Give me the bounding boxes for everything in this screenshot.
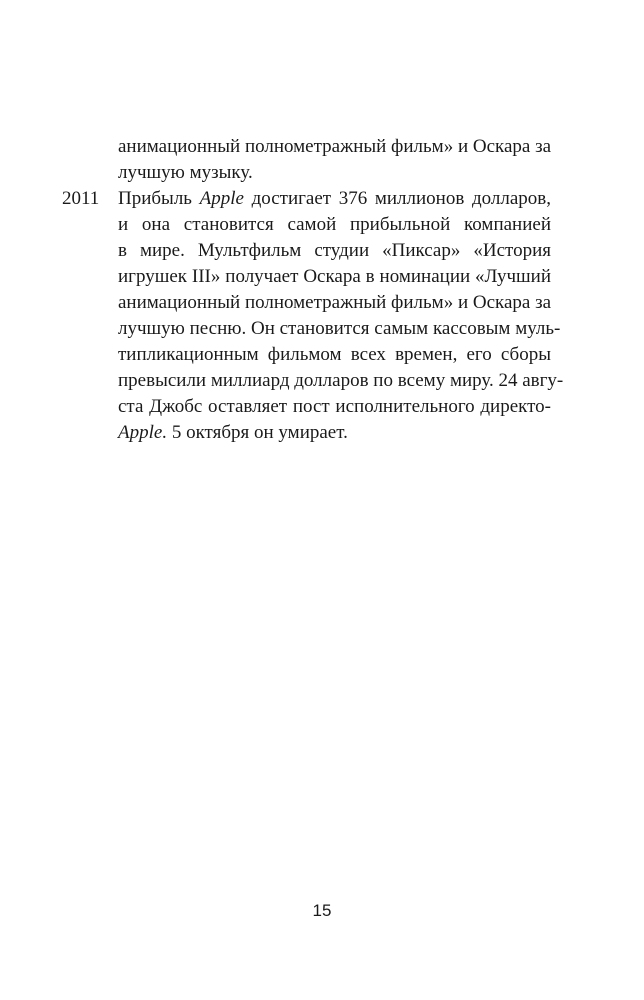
page-number: 15 <box>312 901 332 920</box>
text-line: лучшую песню. Он становится самым кассовым муль- <box>118 318 561 339</box>
text-line <box>118 420 551 446</box>
text-fragment: Прибыль <box>118 188 200 209</box>
entry-year: 2011 <box>62 188 100 209</box>
text-line: анимационный полнометражный фильм» и Оскара за <box>118 292 552 313</box>
text-line: типликационным фильмом всех времен, его сборы <box>118 344 551 365</box>
text-line: превысили миллиард долларов по всему миру. 24 авгу- <box>118 370 564 391</box>
text-line: в мире. Мультфильм студии «Пиксар» «История <box>118 240 551 261</box>
text-line: и она становится самой прибыльной компанией <box>118 214 551 235</box>
text-fragment: достигает 376 миллионов долларов, <box>243 188 551 209</box>
text-line: ста Джобс оставляет пост исполнительного директо- <box>118 396 551 417</box>
text-line: лучшую музыку. <box>118 162 253 183</box>
company-name-italic: Apple. <box>118 422 168 443</box>
text-fragment: 5 октября он умирает. <box>167 422 348 443</box>
text-line: анимационный полнометражный фильм» и Оскара за <box>118 136 552 157</box>
company-name-italic: Apple <box>199 188 244 209</box>
text-line <box>118 186 551 212</box>
entry-paragraph-2011 <box>118 186 564 446</box>
continuation-paragraph <box>118 134 551 186</box>
text-line: игрушек III» получает Оскара в номинации «Лучший <box>118 266 551 287</box>
